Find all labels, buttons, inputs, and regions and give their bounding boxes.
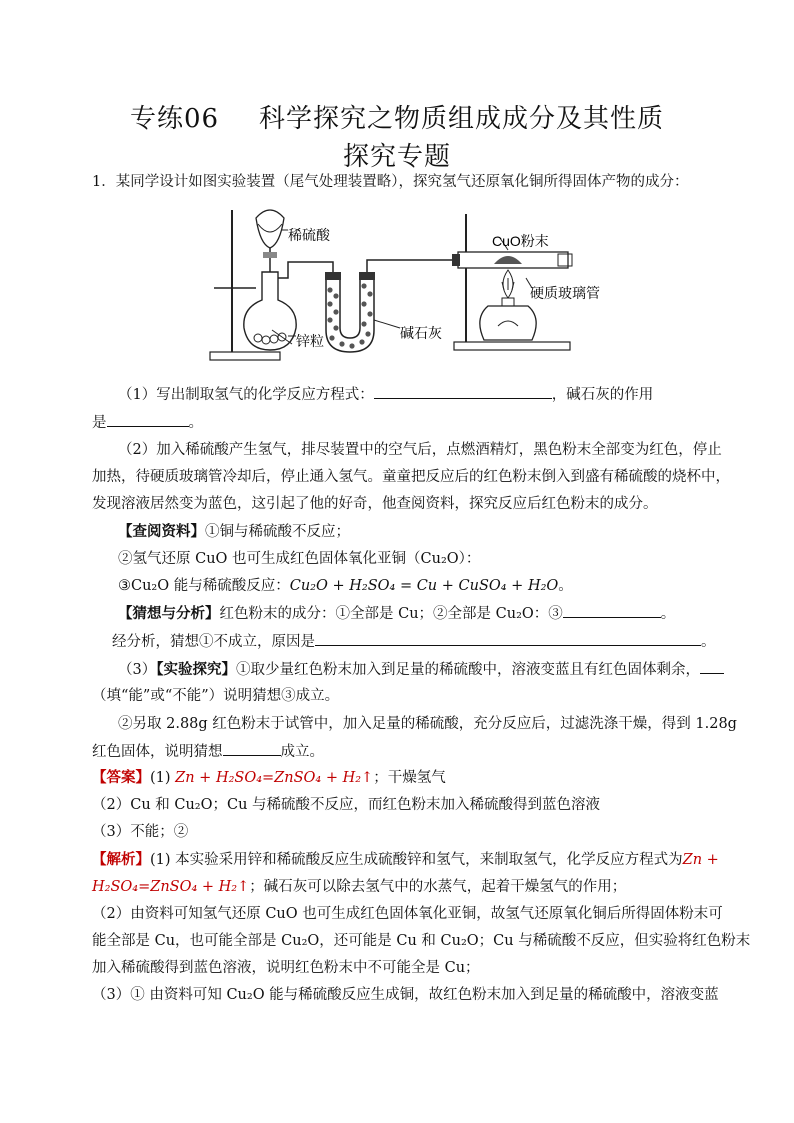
blank-lime-role[interactable] — [107, 412, 189, 427]
blank-reason[interactable] — [315, 631, 701, 646]
reference-line3: ③Cu₂O 能与稀硫酸反应：Cu₂O + H₂SO₄ = Cu + CuSO₄ + H₂O。 — [118, 578, 573, 594]
question-stem: 1．某同学设计如图实验装置（尾气处理装置略），探究氢气还原氧化铜所得固体产物的成分： — [92, 174, 689, 190]
part2-line2: 加热，待硬质玻璃管冷却后，停止通入氢气。童童把反应后的红色粉末倒入到盛有稀硫酸的烧杯中， — [92, 469, 730, 485]
analysis-line1: 【解析】(1) 本实验采用锌和稀硫酸反应生成硫酸锌和氢气，来制取氢气，化学反应方程式为Zn + — [92, 851, 719, 868]
reference-line2: ②氢气还原 CuO 也可生成红色固体氧化亚铜（Cu₂O）： — [118, 551, 481, 567]
answer-tag: 【答案】 — [92, 769, 150, 786]
analysis-line2: H₂SO₄=ZnSO₄ + H₂↑；碱石灰可以除去氢气中的水蒸气，起着干燥氢气的作用； — [92, 879, 627, 895]
part1-line2: 是 。 — [92, 412, 203, 433]
label-hard-glass-tube: 硬质玻璃管 — [530, 285, 600, 301]
label-soda-lime: 碱石灰 — [400, 325, 442, 341]
blank-equation[interactable] — [374, 384, 552, 399]
label-zinc: 锌粒 — [296, 333, 324, 349]
page-title-line2: 探究专题 — [342, 142, 451, 172]
answer-line3: （3）不能；② — [92, 824, 189, 840]
apparatus-diagram — [208, 200, 608, 365]
answer-equation: Zn + H₂SO₄=ZnSO₄ + H₂↑ — [175, 770, 374, 786]
analysis-tag: 【解析】 — [92, 851, 150, 868]
apparatus-figure — [208, 200, 608, 365]
answer-line2: （2）Cu 和 Cu₂O；Cu 与稀硫酸不反应，而红色粉末加入稀硫酸得到蓝色溶液 — [92, 797, 601, 813]
part2-line1: （2）加入稀硫酸产生氢气，排尽装置中的空气后，点燃酒精灯，黑色粉末全部变为红色，停止 — [118, 442, 722, 458]
analysis-reason-line: 经分析，猜想①不成立，原因是 。 — [112, 631, 716, 652]
answer-line1: 【答案】(1) Zn + H₂SO₄=ZnSO₄ + H₂↑；干燥氢气 — [92, 769, 446, 786]
equation-cu2o: Cu₂O + H₂SO₄ = Cu + CuSO₄ + H₂O — [289, 578, 559, 594]
blank-guess3[interactable] — [563, 603, 661, 618]
title-prefix: 专练06 — [129, 104, 220, 134]
part3-line1: （3）【实验探究】①取少量红色粉末加入到足量的稀硫酸中，溶液变蓝且有红色固体剩余， — [118, 659, 724, 680]
analysis-line6: （3）① 由资料可知 Cu₂O 能与稀硫酸反应生成铜，故红色粉末加入到足量的稀硫酸中，溶液变蓝 — [92, 987, 719, 1003]
guess-line: 【猜想与分析】红色粉末的成分：①全部是 Cu；②全部是 Cu₂O：③ 。 — [118, 605, 676, 622]
page-title — [0, 98, 794, 135]
analysis-line5: 加入稀硫酸得到蓝色溶液，说明红色粉末中不可能全是 Cu； — [92, 960, 480, 976]
blank-conclusion[interactable] — [223, 741, 281, 756]
title-main: 科学探究之物质组成成分及其性质 — [259, 104, 665, 134]
part2-line3: 发现溶液居然变为蓝色，这引起了他的好奇，他查阅资料，探究反应后红色粉末的成分。 — [92, 496, 658, 512]
part1-line: （1）写出制取氢气的化学反应方程式： ，碱石灰的作用 — [118, 384, 653, 405]
part3-line3: ②另取 2.88g 红色粉末于试管中，加入足量的稀硫酸，充分反应后，过滤洗涤干燥，得到 1.28g — [118, 716, 737, 732]
reference-line1: 【查阅资料】①铜与稀硫酸不反应； — [118, 523, 350, 540]
label-dilute-acid: 稀硫酸 — [288, 227, 330, 243]
analysis-line4: 能全部是 Cu，也可能全部是 Cu₂O，还可能是 Cu 和 Cu₂O；Cu 与稀硫酸不反应，但实验将红色粉末 — [92, 933, 751, 949]
part3-line2: （填“能”或“不能”）说明猜想③成立。 — [92, 688, 340, 704]
analysis-line3: （2）由资料可知氢气还原 CuO 也可生成红色固体氧化亚铜，故氢气还原氧化铜后所得固体粉末可 — [92, 906, 723, 922]
label-cuo-powder: CuO粉末 — [492, 233, 549, 249]
part3-line4: 红色固体，说明猜想 成立。 — [92, 741, 324, 762]
blank-can-cannot[interactable] — [700, 659, 724, 674]
